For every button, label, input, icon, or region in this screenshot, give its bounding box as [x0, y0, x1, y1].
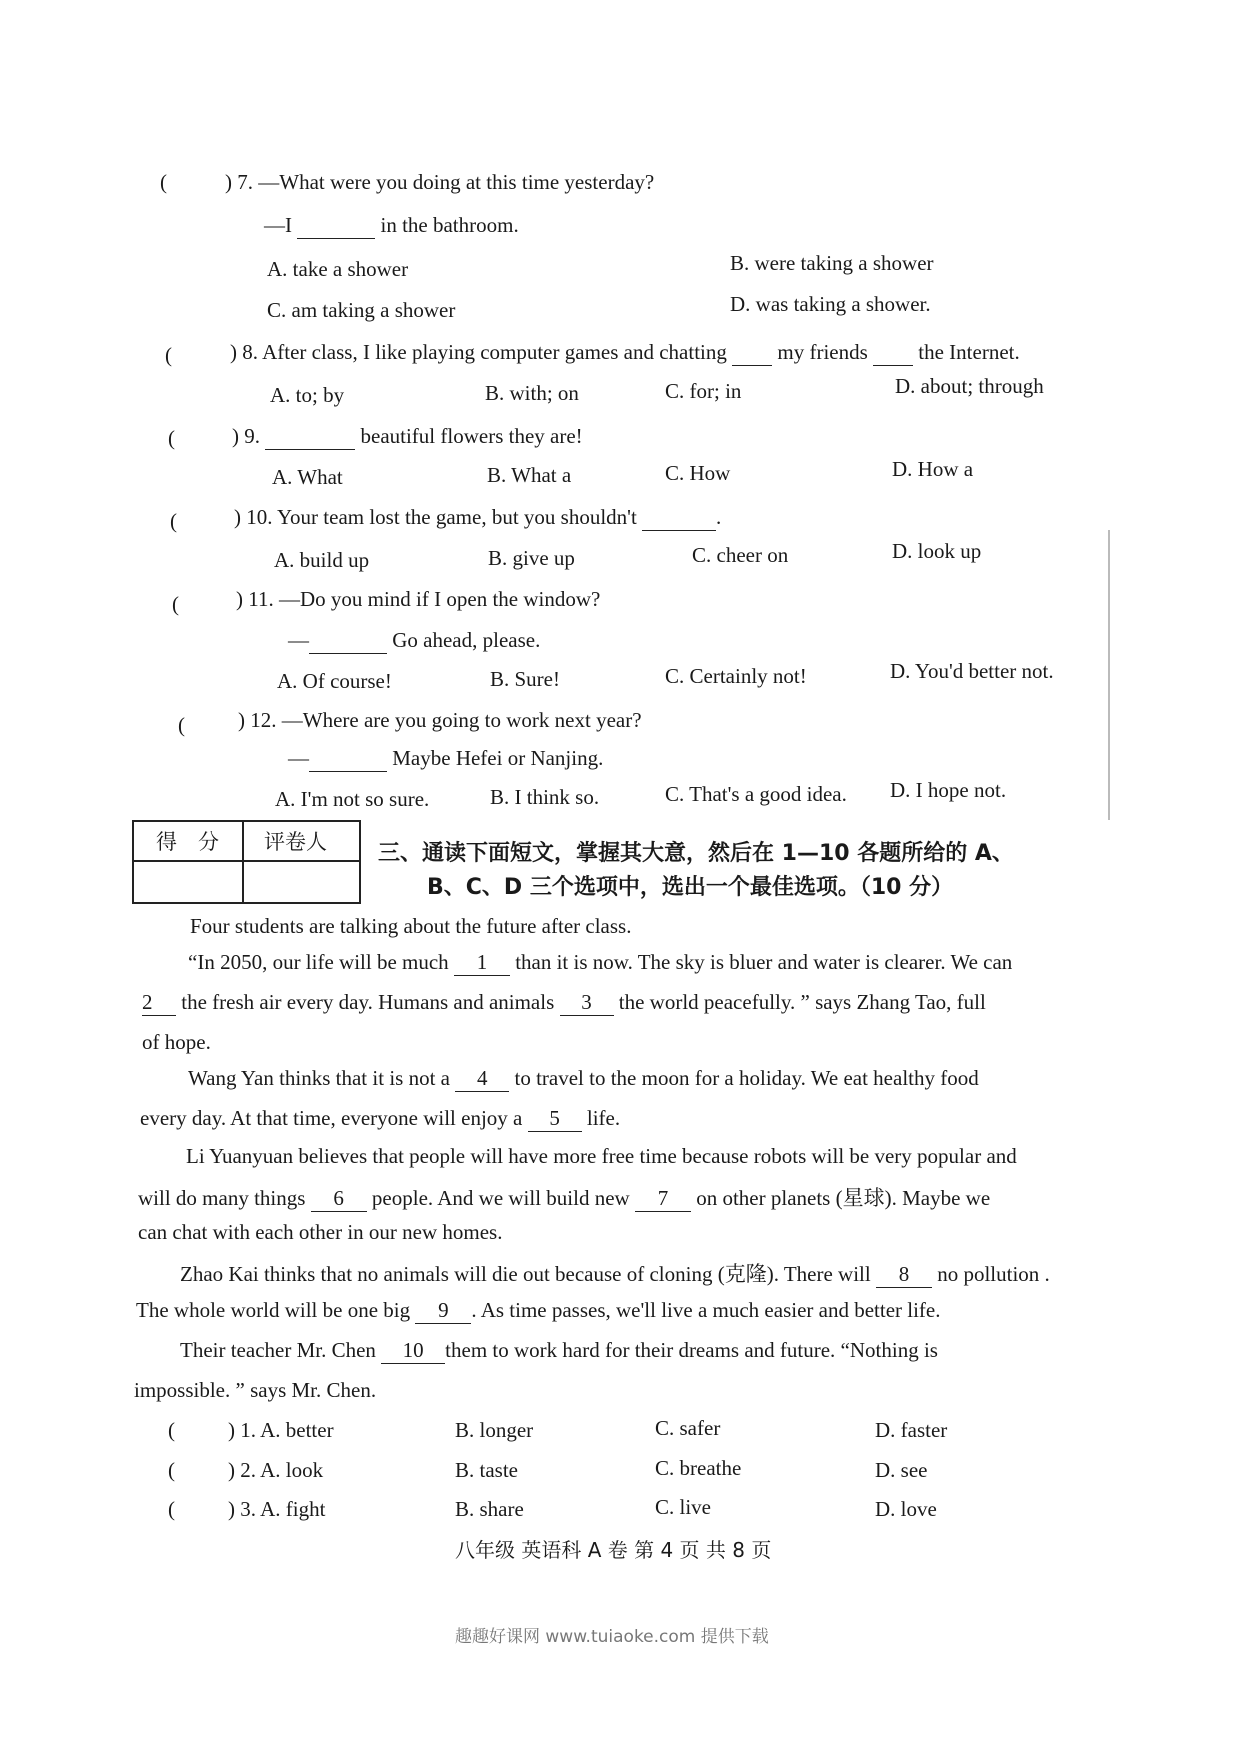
option-a: A. look — [260, 1458, 324, 1482]
passage-text: . As time passes, we'll live a much easier and better life. — [471, 1298, 941, 1322]
cloze-blank-10: 10 — [381, 1338, 445, 1364]
option-b: B. Sure! — [490, 667, 560, 691]
answer-paren: ( — [160, 170, 167, 194]
question-stem: beautiful flowers they are! — [360, 424, 583, 448]
passage-text: “In 2050, our life will be much — [188, 950, 449, 974]
fill-blank — [873, 340, 913, 366]
passage-line — [140, 1106, 620, 1132]
answer-paren: ( — [168, 426, 175, 450]
option-a: A. What — [272, 465, 343, 489]
scan-edge-line — [1108, 530, 1110, 820]
option-d: D. faster — [875, 1418, 948, 1442]
cloze-blank-5: 5 — [528, 1106, 582, 1132]
response-text: in the bathroom. — [380, 213, 519, 237]
passage-line — [142, 990, 986, 1016]
option-c: C. safer — [655, 1416, 721, 1440]
fill-blank — [297, 213, 375, 239]
cloze-blank-7: 7 — [635, 1186, 691, 1212]
answer-paren: ( — [168, 1458, 175, 1482]
answer-paren: ( — [168, 1497, 175, 1521]
passage-line: impossible. ” says Mr. Chen. — [134, 1378, 377, 1402]
passage-text: people. And we will build new — [371, 1186, 630, 1210]
option-a: A. build up — [274, 548, 370, 572]
option-d: D. love — [875, 1497, 937, 1521]
answer-paren: ( — [172, 592, 179, 616]
question-8 — [230, 340, 1020, 366]
cloze-blank-4: 4 — [455, 1066, 509, 1092]
fill-blank — [309, 746, 387, 772]
option-b: B. with; on — [485, 381, 579, 405]
option-c: C. That's a good idea. — [665, 782, 847, 806]
question-number: ) 8. — [230, 340, 258, 364]
fill-blank — [309, 628, 387, 654]
score-box — [132, 820, 361, 904]
option-d: D. see — [875, 1458, 928, 1482]
option-b: B. What a — [487, 463, 572, 487]
option-d: D. was taking a shower. — [730, 292, 931, 316]
fill-blank — [732, 340, 772, 366]
cloze-blank-1: 1 — [454, 950, 510, 976]
answer-paren: ( — [168, 1418, 175, 1442]
question-number: ) 10. — [234, 505, 273, 529]
response-dash: — — [288, 628, 309, 652]
option-d: D. I hope not. — [890, 778, 1007, 802]
option-b: B. longer — [455, 1418, 534, 1442]
passage-text: the fresh air every day. Humans and animals — [181, 990, 555, 1014]
grader-label: 评卷人 — [264, 830, 327, 854]
option-c: C. live — [655, 1495, 711, 1519]
score-box-divider — [134, 860, 359, 862]
passage-text: to travel to the moon for a holiday. We eat healthy food — [514, 1066, 979, 1090]
score-box-divider — [242, 822, 244, 902]
passage-line — [138, 1182, 990, 1212]
download-watermark: 趣趣好课网 www.tuiaoke.com 提供下载 — [455, 1627, 769, 1647]
passage-text: The whole world will be one big — [136, 1298, 411, 1322]
option-a: A. Of course! — [277, 669, 392, 693]
question-stem: the Internet. — [918, 340, 1020, 364]
passage-text: no pollution . — [937, 1262, 1050, 1286]
question-12-response — [288, 746, 603, 772]
question-stem: After class, I like playing computer games and chatting — [262, 340, 727, 364]
passage-line: of hope. — [142, 1030, 211, 1054]
question-number: ) 3. — [228, 1497, 256, 1521]
response-dash: — — [288, 746, 309, 770]
passage-line — [180, 1258, 1050, 1288]
question-9 — [232, 424, 583, 450]
section-3-instruction-line2: B、C、D 三个选项中，选出一个最佳选项。（10 分） — [427, 875, 954, 900]
section-3-instruction-line1: 三、通读下面短文，掌握其大意，然后在 1—10 各题所给的 A、 — [378, 841, 1014, 866]
question-stem: my friends — [777, 340, 868, 364]
page-footer: 八年级 英语科 A 卷 第 4 页 共 8 页 — [455, 1538, 772, 1562]
question-stem-end: . — [716, 505, 722, 529]
question-stem: Your team lost the game, but you shouldn't — [276, 505, 637, 529]
passage-text: Zhao Kai thinks that no animals will die out because of cloning (克隆). There will — [180, 1262, 871, 1286]
option-c: C. breathe — [655, 1456, 742, 1480]
question-12 — [238, 708, 642, 733]
passage-line — [180, 1338, 938, 1364]
passage-line: can chat with each other in our new homes. — [138, 1220, 503, 1244]
fill-blank — [265, 424, 355, 450]
option-a: A. better — [260, 1418, 334, 1442]
question-7-response — [264, 213, 519, 239]
passage-text: life. — [586, 1106, 621, 1130]
question-stem: —Do you mind if I open the window? — [278, 587, 601, 611]
option-b: B. were taking a shower — [730, 251, 934, 275]
cloze-question-number — [228, 1418, 334, 1443]
cloze-blank-2: 2 — [142, 990, 176, 1016]
question-number: ) 9. — [232, 424, 260, 448]
option-c: C. How — [665, 461, 731, 485]
score-label: 得 分 — [156, 830, 219, 854]
passage-text: on other planets (星球). Maybe we — [696, 1186, 991, 1210]
passage-text: Their teacher Mr. Chen — [180, 1338, 376, 1362]
passage-line — [188, 950, 1012, 976]
question-stem: —Where are you going to work next year? — [281, 708, 642, 732]
passage-text: the world peacefully. ” says Zhang Tao, full — [618, 990, 986, 1014]
option-b: B. share — [455, 1497, 524, 1521]
question-10 — [234, 505, 721, 531]
answer-paren: ( — [165, 343, 172, 367]
question-stem: —What were you doing at this time yesterday? — [258, 170, 655, 194]
cloze-blank-8: 8 — [876, 1262, 932, 1288]
option-a: A. I'm not so sure. — [275, 787, 430, 811]
option-b: B. taste — [455, 1458, 518, 1482]
option-c: C. Certainly not! — [665, 664, 807, 688]
response-text: Maybe Hefei or Nanjing. — [392, 746, 604, 770]
question-number: ) 12. — [238, 708, 277, 732]
option-c: C. for; in — [665, 379, 742, 403]
option-d: D. about; through — [895, 374, 1044, 398]
option-d: D. look up — [892, 539, 982, 563]
passage-text: will do many things — [138, 1186, 306, 1210]
option-a: A. take a shower — [267, 257, 409, 281]
passage-line: Li Yuanyuan believes that people will have more free time because robots will be very popular and — [186, 1144, 1017, 1168]
cloze-blank-3: 3 — [560, 990, 614, 1016]
option-a: A. fight — [260, 1497, 326, 1521]
passage-text: every day. At that time, everyone will enjoy a — [140, 1106, 523, 1130]
option-b: B. give up — [488, 546, 575, 570]
answer-paren: ( — [170, 509, 177, 533]
question-7 — [225, 170, 654, 195]
question-11 — [236, 587, 600, 612]
cloze-blank-9: 9 — [415, 1298, 471, 1324]
option-c: C. am taking a shower — [267, 298, 456, 322]
fill-blank — [642, 505, 716, 531]
passage-text: Wang Yan thinks that it is not a — [188, 1066, 450, 1090]
question-number: ) 1. — [228, 1418, 256, 1442]
passage-line — [188, 1066, 979, 1092]
passage-line — [136, 1298, 941, 1324]
question-number: ) 11. — [236, 587, 274, 611]
question-number: ) 2. — [228, 1458, 256, 1482]
passage-intro: Four students are talking about the future after class. — [190, 914, 632, 938]
option-d: D. You'd better not. — [890, 659, 1054, 683]
response-text: Go ahead, please. — [392, 628, 541, 652]
cloze-question-number — [228, 1458, 323, 1483]
option-c: C. cheer on — [692, 543, 789, 567]
question-number: ) 7. — [225, 170, 253, 194]
option-b: B. I think so. — [490, 785, 600, 809]
response-dash: —I — [264, 213, 292, 237]
cloze-blank-6: 6 — [311, 1186, 367, 1212]
cloze-question-number — [228, 1497, 325, 1522]
passage-text: them to work hard for their dreams and future. “Nothing is — [445, 1338, 938, 1362]
passage-text: than it is now. The sky is bluer and water is clearer. We can — [515, 950, 1013, 974]
answer-paren: ( — [178, 713, 185, 737]
option-d: D. How a — [892, 457, 974, 481]
option-a: A. to; by — [270, 383, 345, 407]
question-11-response — [288, 628, 540, 654]
